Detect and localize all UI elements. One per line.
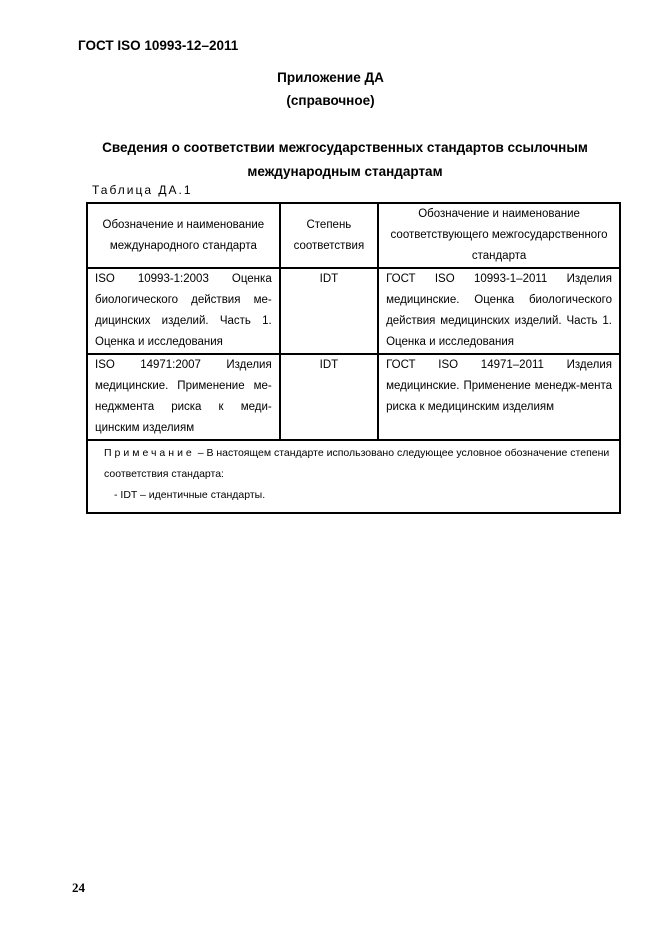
header-interstate-standard: Обозначение и наименование соответствующего межгосударственного стандарта [378,203,620,268]
cell-international: ISO 14971:2007 Изделия медицинские. Применение ме-неджмента риска к меди-цинским изделиям [87,354,280,440]
section-title: Сведения о соответствии межгосударственных стандартов ссылочным международным стандартам [102,140,588,179]
table-header-row [87,203,620,268]
cell-interstate: ГОСТ ISO 14971–2011 Изделия медицинские. Применение менедж-мента риска к медицинским изделиям [378,354,620,440]
document-code: ГОСТ ISO 10993-12–2011 [78,38,239,53]
cell-degree: IDT [280,268,378,354]
page-number: 24 [72,880,85,895]
cell-degree: IDT [280,354,378,440]
table-note [87,440,620,513]
header-international-standard: Обозначение и наименование международного стандарта [87,203,280,268]
note-item: - IDT – идентичные стандарты. [114,489,266,501]
header-degree: Степень соответствия [280,203,378,268]
correspondence-table [86,202,621,514]
cell-interstate: ГОСТ ISO 10993-1–2011 Изделия медицинские. Оценка биологического действия медицинских изделий. Часть 1. Оценка и исследования [378,268,620,354]
table-label: Таблица ДА.1 [92,183,193,197]
table-row [87,354,620,440]
note-label: Примечание [104,447,195,459]
table-note-row [87,440,620,513]
cell-international: ISO 10993-1:2003 Оценка биологического действия ме-дицинских изделий. Часть 1. Оценка и исследования [87,268,280,354]
annex-type: (справочное) [286,93,375,108]
note-text: – В настоящем стандарте использовано следующее условное обозначение степени соответствия стандарта: [104,447,610,480]
table-row [87,268,620,354]
annex-title: Приложение ДА [277,70,384,85]
